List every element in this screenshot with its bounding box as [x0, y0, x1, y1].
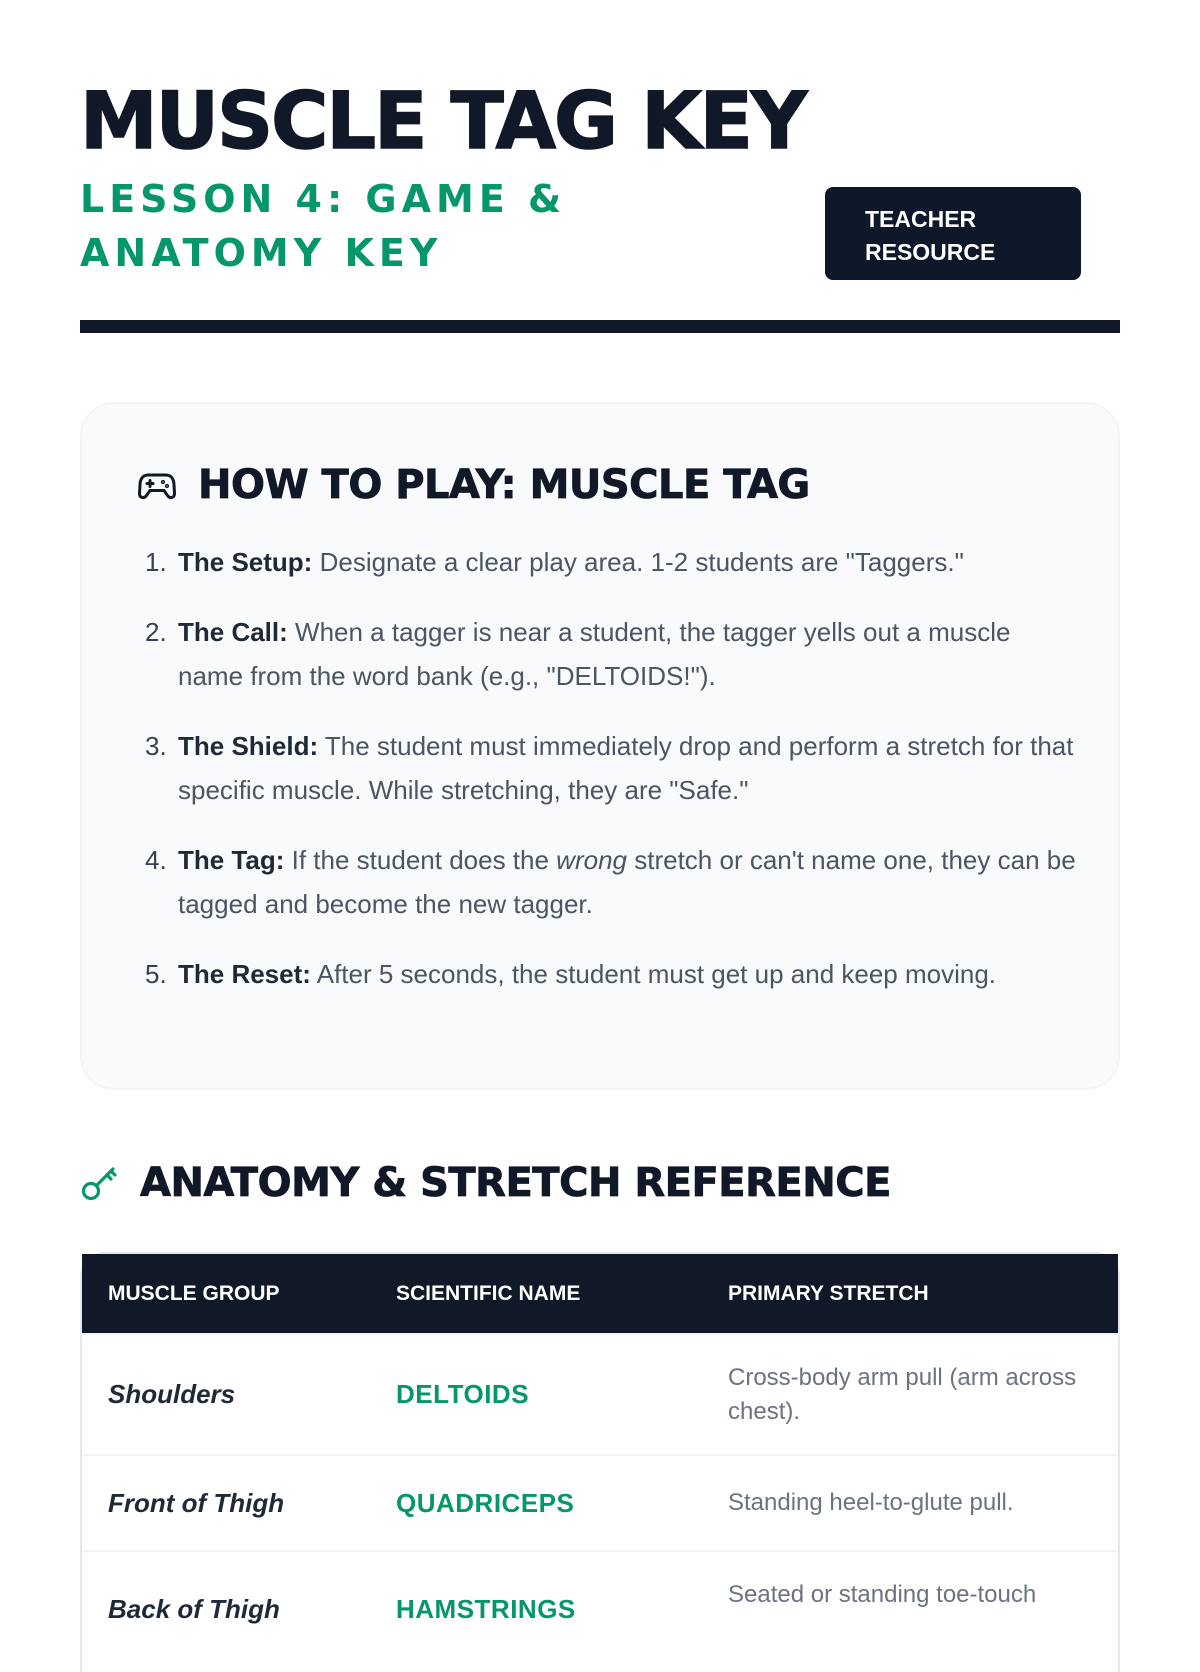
reference-table [82, 1254, 1118, 1672]
primary-stretch-cell: Seated or standing toe-touch [684, 1551, 1118, 1672]
column-header-primary-stretch: PRIMARY STRETCH [728, 1281, 929, 1305]
rule-text: When a tagger is near a student, the tagger yells out a muscle name from the word bank (e.g., "DELTOIDS!"). [178, 617, 1011, 691]
teacher-resource-badge: TEACHER RESOURCE [825, 187, 1081, 280]
key-icon [80, 1164, 118, 1202]
header-divider [80, 320, 1120, 333]
column-header-scientific-name: SCIENTIFIC NAME [396, 1281, 581, 1305]
muscle-group-cell: Front of Thigh [82, 1455, 370, 1551]
rule-label: The Setup: [178, 547, 313, 577]
rule-label: The Call: [178, 617, 288, 647]
how-to-play-heading: HOW TO PLAY: MUSCLE TAG [198, 462, 810, 508]
reference-heading: ANATOMY & STRETCH REFERENCE [140, 1160, 891, 1206]
rule-emphasis: wrong [556, 845, 627, 875]
table-header-row [82, 1254, 1118, 1334]
how-to-play-card [80, 402, 1120, 1090]
rule-text: After 5 seconds, the student must get up and keep moving. [316, 959, 997, 989]
reference-header [80, 1158, 891, 1208]
muscle-group-cell: Back of Thigh [82, 1551, 370, 1672]
rule-label: The Tag: [178, 845, 285, 875]
gamepad-icon [138, 468, 176, 502]
table-row [82, 1334, 1118, 1455]
rule-item-setup [178, 540, 1078, 584]
rule-item-shield [178, 724, 1078, 812]
table-row [82, 1551, 1118, 1672]
rule-text: Designate a clear play area. 1-2 students are "Taggers." [319, 547, 964, 577]
rule-label: The Reset: [178, 959, 311, 989]
reference-table-container [80, 1252, 1120, 1672]
primary-stretch-cell: Cross-body arm pull (arm across chest). [684, 1334, 1118, 1455]
scientific-name-cell: HAMSTRINGS [370, 1551, 684, 1672]
rule-label: The Shield: [178, 731, 319, 761]
scientific-name-cell: QUADRICEPS [370, 1455, 684, 1551]
rule-text: If the student does the [291, 845, 549, 875]
rule-text: The student must immediately drop and perform a stretch for that specific muscle. While stretching, they are "Safe." [178, 731, 1074, 805]
lesson-subtitle: LESSON 4: GAME & ANATOMY KEY [80, 177, 567, 275]
rule-item-reset [178, 952, 1078, 996]
scientific-name-cell: DELTOIDS [370, 1334, 684, 1455]
muscle-group-cell: Shoulders [82, 1334, 370, 1455]
rule-text: stretch or can't name one, they can be tagged and become the new tagger. [178, 845, 1076, 919]
page-title: MUSCLE TAG KEY [80, 77, 806, 167]
rules-list [178, 540, 1078, 1022]
rule-item-tag [178, 838, 1078, 926]
column-header-muscle-group: MUSCLE GROUP [108, 1281, 280, 1305]
table-row [82, 1455, 1118, 1551]
rule-item-call [178, 610, 1078, 698]
primary-stretch-cell: Standing heel-to-glute pull. [684, 1455, 1118, 1551]
how-to-play-header [138, 460, 810, 510]
